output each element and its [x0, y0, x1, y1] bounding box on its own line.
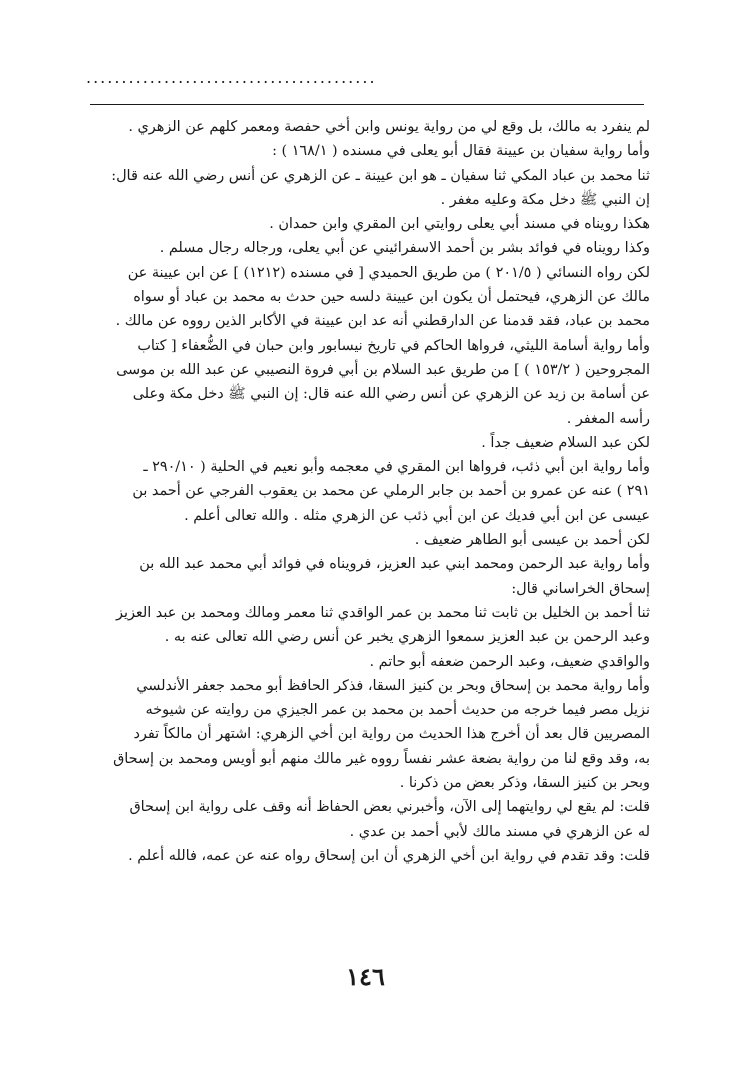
text-line: مالك عن الزهري، فيحتمل أن يكون ابن عيينة دلسه حين حدث به محمد بن عباد أو سواه: [133, 289, 650, 306]
text-line: عيسى عن ابن أبي فديك عن ابن أبي ذئب عن الزهري مثله . والله تعالى أعلم .: [184, 507, 650, 524]
body-text: [80, 115, 650, 868]
text-line: وأما رواية سفيان بن عيينة فقال أبو يعلى في مسنده ( ١٦٨/١ ) :: [272, 143, 650, 160]
text-line: وأما رواية أسامة الليثي، فرواها الحاكم في تاريخ نيسابور وابن حبان في الضُّعفاء [ كتاب: [137, 337, 650, 354]
page-number: ١٤٦: [346, 962, 385, 991]
text-line: وبحر بن كنيز السقا، وذكر بعض من ذكرنا .: [399, 775, 650, 792]
text-line: لكن عبد السلام ضعيف جداً .: [481, 434, 650, 451]
text-line: قلت: وقد تقدم في رواية ابن أخي الزهري أن ابن إسحاق رواه عنه عن عمه، فالله أعلم .: [128, 847, 650, 864]
text-line: ثنا محمد بن عباد المكي ثنا سفيان ـ هو ابن عيينة ـ عن الزهري عن أنس رضي الله عنه قال:: [111, 167, 650, 184]
text-line: وعبد الرحمن بن عبد العزيز سمعوا الزهري يخبر عن أنس رضي الله تعالى عنه به .: [164, 629, 650, 646]
text-line: ٢٩١ ) عنه عن عمرو بن أحمد بن جابر الرملي عن محمد بن يعقوب الفرجي عن أحمد بن: [132, 483, 650, 500]
text-line: عن أسامة بن زيد عن الزهري عن أنس رضي الله عنه قال: إن النبي ﷺ دخل مكة وعلى: [132, 386, 650, 403]
text-line: لكن أحمد بن عيسى أبو الطاهر ضعيف .: [414, 532, 650, 549]
text-line: رأسه المغفر .: [566, 410, 650, 427]
text-line: محمد بن عباد، فقد قدمنا عن الدارقطني أنه عد ابن عيينة في الأكابر الذين رووه عن مالك .: [115, 313, 650, 330]
text-line: وكذا رويناه في فوائد بشر بن أحمد الاسفرائيني عن أبي يعلى، ورجاله رجال مسلم .: [159, 240, 650, 257]
header-dotted-line: .........................................: [86, 68, 377, 87]
text-line: له عن الزهري في مسند مالك لأبي أحمد بن عدي .: [349, 823, 650, 840]
text-line: إن النبي ﷺ دخل مكة وعليه مغفر .: [440, 191, 650, 208]
text-line: وأما رواية عبد الرحمن ومحمد ابني عبد العزيز، فرويناه في فوائد أبي محمد عبد الله بن: [139, 556, 650, 573]
text-line: لم ينفرد به مالك، بل وقع لي من رواية يونس وابن أخي حفصة ومعمر كلهم عن الزهري .: [128, 119, 650, 135]
text-line: وأما رواية ابن أبي ذئب، فرواها ابن المقري في معجمه وأبو نعيم في الحلية ( ٢٩٠/١٠ ـ: [143, 459, 650, 476]
header-rule: [90, 104, 644, 105]
text-line: هكذا رويناه في مسند أبي يعلى روايتي ابن المقري وابن حمدان .: [269, 216, 650, 233]
text-line: ثنا أحمد بن الخليل بن ثابت ثنا محمد بن عمر الواقدي ثنا معمر ومالك ومحمد بن عبد العزيز: [116, 604, 650, 621]
text-line: وأما رواية محمد بن إسحاق وبحر بن كنيز السقا، فذكر الحافظ أبو محمد جعفر الأندلسي: [136, 677, 650, 694]
text-line: نزيل مصر فيما خرجه من حديث أحمد بن محمد بن عمر الجيزي من روايته عن شيوخه: [145, 702, 650, 719]
text-line: إسحاق الخراساني قال:: [511, 580, 650, 597]
text-line: المصريين قال بعد أن أخرج هذا الحديث من رواية ابن أخي الزهري: اشتهر أن مالكاً تفرد: [133, 726, 650, 743]
text-line: به، وقد وقع لنا من رواية بضعة عشر نفساً رووه غير مالك منهم أبو أويس ومحمد بن إسحاق: [113, 750, 650, 767]
text-line: لكن رواه النسائي ( ٢٠١/٥ ) من طريق الحميدي [ في مسنده (١٢١٢) ] عن ابن عيينة عن: [127, 264, 650, 281]
text-line: المجروحين ( ١٥٣/٢ ) ] من طريق عبد السلام بن أبي فروة النصيبي عن عبد الله بن موسى: [116, 361, 650, 378]
text-line: قلت: لم يقع لي روايتهما إلى الآن، وأخبرني بعض الحفاظ أنه وقف على رواية ابن إسحاق: [129, 799, 650, 816]
text-line: والواقدي ضعيف، وعبد الرحمن ضعفه أبو حاتم .: [369, 653, 650, 670]
